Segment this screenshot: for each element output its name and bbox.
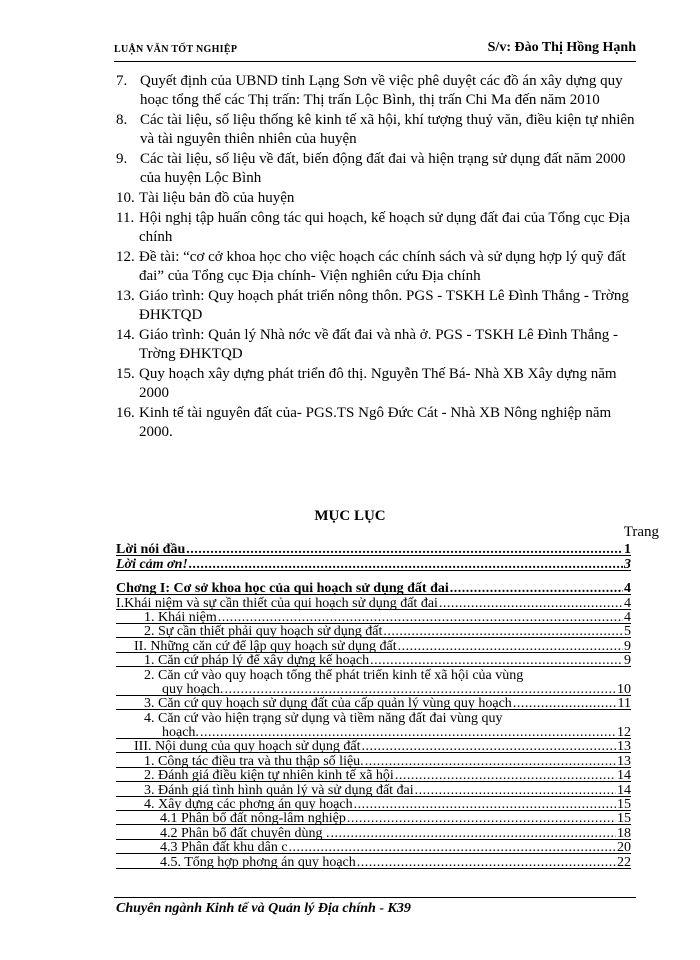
toc-entry[interactable] (116, 826, 631, 840)
reference-number: 10. (116, 190, 135, 206)
toc-page-number: 13 (617, 739, 631, 755)
footer-rule (114, 897, 636, 898)
toc-underline (116, 868, 631, 869)
page-header (114, 40, 636, 60)
toc-entry[interactable] (116, 697, 631, 711)
reference-text: Quy hoạch xây dựng phát triển đô thị. Nguyễn Thế Bá- Nhà XB Xây dựng năm 2000 (139, 366, 617, 401)
toc-entry-title: Lời nói đầu (116, 542, 186, 558)
toc-entry[interactable] (116, 683, 631, 697)
reference-item (116, 72, 638, 110)
toc-entry-title: 4.3 Phân đất khu dân c (160, 840, 288, 856)
toc-entry[interactable] (116, 754, 631, 768)
toc-entry[interactable] (116, 783, 631, 797)
toc-page-number: 1 (624, 542, 631, 558)
page-footer: Chuyên ngành Kinh tế và Quản lý Địa chính - K39 (116, 901, 411, 916)
toc-entry[interactable] (116, 855, 631, 869)
reference-list (116, 72, 638, 443)
toc-entry[interactable] (116, 557, 631, 571)
toc-page-number: 4 (624, 609, 631, 625)
toc-entry[interactable] (116, 769, 631, 783)
toc-page-number: 11 (617, 696, 631, 712)
toc-entry-title: 3. Căn cứ quy hoạch sử dụng đất của cấp quản lý vùng quy hoạch (144, 696, 512, 712)
toc-entry-title: 4.5. Tổng hợp phơng án quy hoạch (160, 854, 356, 870)
toc-entry[interactable] (116, 582, 631, 596)
toc-page-column-label: Trang (623, 524, 659, 540)
toc-page-number: 9 (624, 638, 631, 654)
toc-entry[interactable] (116, 711, 631, 725)
toc-page-number: 22 (617, 854, 631, 870)
toc-entry-title: 1. Khái niệm (144, 609, 217, 625)
toc-page-number: 4 (624, 581, 631, 597)
reference-number: 11. (116, 210, 135, 226)
toc-underline (116, 570, 631, 571)
toc-entry[interactable] (116, 798, 631, 812)
toc-page-number: 18 (617, 825, 631, 841)
toc-entry-title: hoạch. (162, 725, 199, 741)
toc-entry[interactable] (116, 654, 631, 668)
reference-item (116, 150, 638, 188)
reference-number: 12. (116, 249, 135, 265)
toc-entry-title: 2. Căn cứ vào quy hoạch tổng thể phát triển kinh tế xã hội của vùng (144, 667, 524, 683)
toc-page-number: 5 (624, 624, 631, 640)
toc-entry-title: 3. Đánh giá tình hình quản lý và sử dụng đất đai (144, 782, 414, 798)
reference-number: 7. (116, 73, 128, 89)
toc-entry[interactable] (116, 740, 631, 754)
toc-entry[interactable] (116, 611, 631, 625)
toc-entry[interactable] (116, 639, 631, 653)
reference-number: 14. (116, 327, 135, 343)
toc-page-number: 3 (624, 556, 631, 572)
reference-text: Đề tài: “cơ cở khoa học cho việc hoạch các chính sách và sử dụng hợp lý quỹ đất đai” của Tổng cục Địa chính- Viện nghiên cứu Địa chính (139, 249, 626, 284)
toc-entry[interactable] (116, 812, 631, 826)
toc-page-number: 15 (617, 797, 631, 813)
toc-entry-title: 2. Đánh giá điều kiện tự nhiên kinh tế xã hội (144, 768, 394, 784)
reference-text: Các tài liệu, số liệu thống kê kinh tế xã hội, khí tượng thuỷ văn, điều kiện tự nhiên và tài nguyên thiên nhiên của huyện (140, 112, 635, 147)
toc-underline (116, 555, 631, 556)
toc-page-number: 9 (624, 653, 631, 669)
toc-entry-title: 4. Căn cứ vào hiện trạng sử dụng và tiềm năng đất đai vùng quy (144, 710, 503, 726)
toc-entry-title: II. Những căn cứ để lập quy hoạch sử dụng đất (134, 638, 397, 654)
toc-entry-title: I.Khái niệm và sự cần thiết của qui hoạch sử dụng đất đai (116, 595, 438, 611)
reference-item (116, 209, 638, 247)
toc-page-number: 14 (617, 768, 631, 784)
reference-text: Kinh tế tài nguyên đất của- PGS.TS Ngô Đức Cát - Nhà XB Nông nghiệp năm 2000. (139, 405, 612, 440)
reference-number: 8. (116, 112, 128, 128)
header-thesis-label: LUẬN VĂN TỐT NGHIỆP (114, 44, 238, 55)
reference-number: 9. (116, 151, 128, 167)
reference-text: Hội nghị tập huấn công tác qui hoạch, kế hoạch sử dụng đất đai của Tổng cục Địa chính (139, 210, 631, 245)
table-of-contents (116, 543, 631, 870)
reference-text: Quyết định của UBND tỉnh Lạng Sơn về việc phê duyệt các đồ án xây dựng quy hoạc tổng thể các Thị trấn: Thị trấn Lộc Bình, thị trấn Chi Ma đến năm 2010 (140, 73, 623, 108)
toc-entry-title: 4. Xây dựng các phơng án quy hoạch (144, 797, 353, 813)
reference-number: 15. (116, 366, 135, 382)
reference-number: 16. (116, 405, 135, 421)
reference-item (116, 248, 638, 286)
toc-entry[interactable] (116, 668, 631, 682)
reference-text: Các tài liệu, số liệu về đất, biến động đất đai và hiện trạng sử dụng đất năm 2000 của huyện Lộc Bình (140, 151, 626, 186)
toc-page-number: 20 (617, 840, 631, 856)
toc-entry-title: 1. Căn cứ pháp lý để xây dựng kế hoạch (144, 653, 370, 669)
header-rule (114, 61, 636, 62)
toc-title: MỤC LỤC (314, 508, 386, 524)
toc-page-number: 4 (624, 595, 631, 611)
toc-page-number: 12 (617, 725, 631, 741)
reference-item (116, 111, 638, 149)
reference-item (116, 287, 638, 325)
reference-item (116, 326, 638, 364)
toc-entry-title: III. Nội dung của quy hoạch sử dụng đất (134, 739, 361, 755)
toc-entry[interactable] (116, 841, 631, 855)
toc-entry-title: 1. Công tác điều tra và thu thập số liệu. (144, 753, 364, 769)
reference-text: Giáo trình: Quy hoạch phát triển nông thôn. PGS - TSKH Lê Đình Thắng - Trờng ĐHKTQD (139, 288, 629, 323)
reference-text: Tài liệu bản đồ của huyện (139, 190, 295, 206)
toc-entry-title: 4.1 Phân bổ đất nông-lâm nghiệp (160, 811, 346, 827)
toc-page-number: 15 (617, 811, 631, 827)
header-student-name: S/v: Đào Thị Hồng Hạnh (487, 40, 636, 55)
toc-entry-title: Lời cảm ơn! (116, 556, 188, 572)
reference-text: Giáo trình: Quản lý Nhà nớc về đất đai và nhà ở. PGS - TSKH Lê Đình Thắng - Trờng ĐHKTQD (139, 327, 618, 362)
toc-entry-title: 2. Sự cần thiết phải quy hoạch sử dụng đất (144, 624, 383, 640)
toc-page-number: 14 (617, 782, 631, 798)
toc-entry[interactable] (116, 596, 631, 610)
reference-item (116, 365, 638, 403)
toc-page-number: 10 (617, 681, 631, 697)
toc-underline (116, 666, 631, 667)
reference-item (116, 189, 638, 208)
toc-entry-title: quy hoạch. (162, 681, 224, 697)
toc-entry-title: 4.2 Phân bổ đất chuyên dùng . (160, 825, 330, 841)
reference-item (116, 404, 638, 442)
toc-entry[interactable] (116, 625, 631, 639)
toc-entry-title: Chơng I: Cơ sở khoa học của qui hoạch sử dụng đất đai (116, 581, 449, 597)
reference-number: 13. (116, 288, 135, 304)
toc-page-number: 13 (617, 753, 631, 769)
toc-entry[interactable] (116, 543, 631, 557)
toc-entry[interactable] (116, 726, 631, 740)
